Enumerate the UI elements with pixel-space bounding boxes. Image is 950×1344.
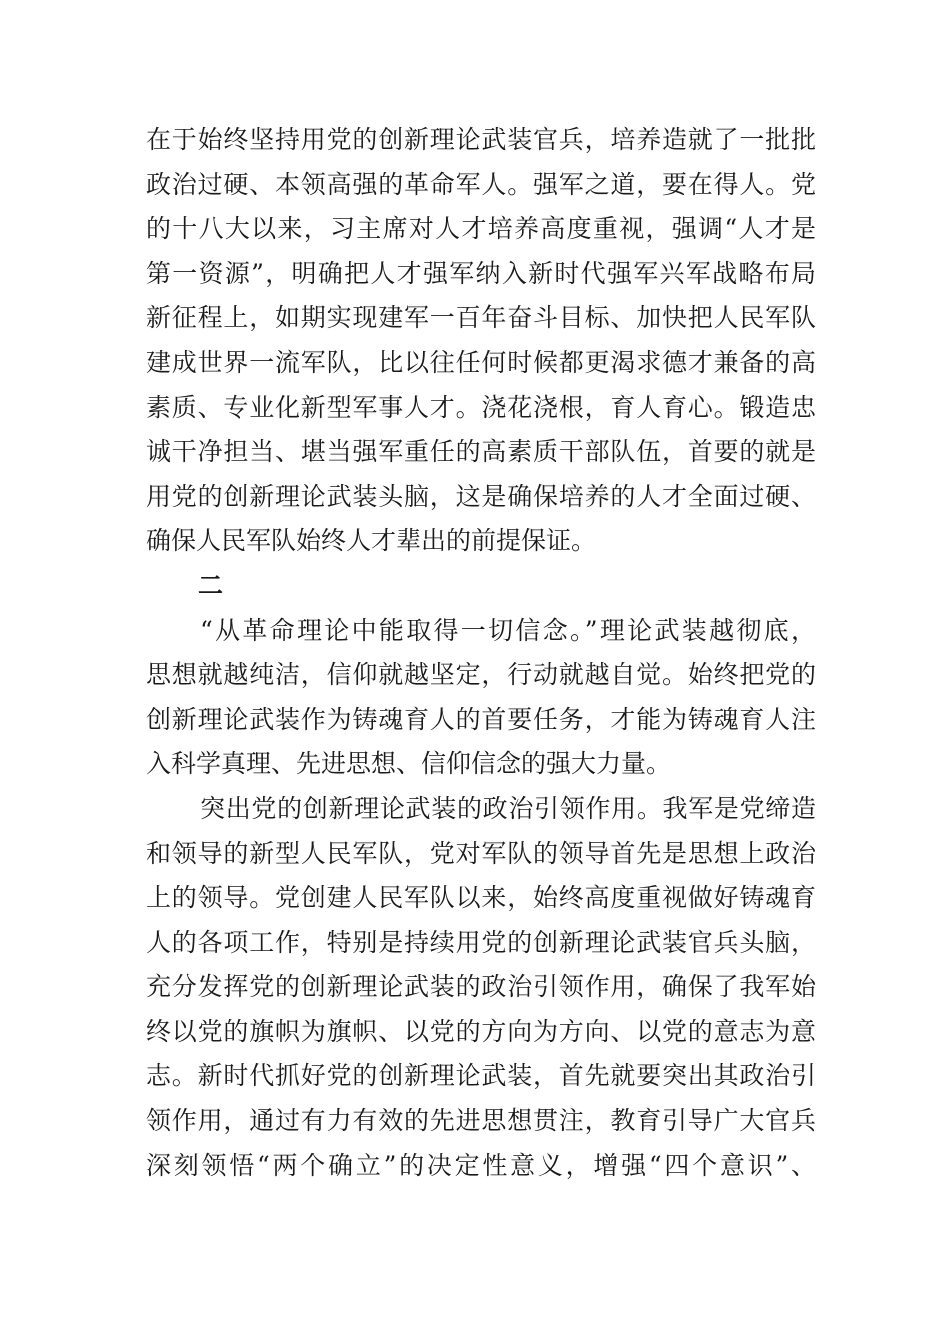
text-line: 在于始终坚持用党的创新理论武装官兵，培养造就了一批批 bbox=[146, 125, 816, 154]
text-line: 充分发挥党的创新理论武装的政治引领作用，确保了我军始 bbox=[146, 972, 816, 1002]
section-heading: 二 bbox=[198, 570, 224, 600]
text-line: 领作用，通过有力有效的先进思想贯注，教育引导广大官兵 bbox=[146, 1106, 816, 1136]
text-line: 深刻领悟“两个确立”的决定性意义，增强“四个意识”、 bbox=[146, 1150, 816, 1180]
text-line: 诚干净担当、堪当强军重任的高素质干部队伍，首要的就是 bbox=[146, 437, 816, 467]
text-line: 建成世界一流军队，比以往任何时候都更渴求德才兼备的高 bbox=[146, 347, 816, 377]
text-line: 人的各项工作，特别是持续用党的创新理论武装官兵头脑， bbox=[146, 927, 816, 957]
text-line: 素质、专业化新型军事人才。浇花浇根，育人育心。锻造忠 bbox=[146, 392, 816, 422]
text-line: 的十八大以来，习主席对人才培养高度重视，强调“人才是 bbox=[146, 214, 816, 244]
text-line: 志。新时代抓好党的创新理论武装，首先就要突出其政治引 bbox=[146, 1061, 816, 1091]
paragraph-1 bbox=[146, 118, 816, 564]
text-line: 创新理论武装作为铸魂育人的首要任务，才能为铸魂育人注 bbox=[146, 704, 816, 734]
text-line: 和领导的新型人民军队，党对军队的领导首先是思想上政治 bbox=[146, 838, 816, 868]
text-line: 第一资源”，明确把人才强军纳入新时代强军兴军战略布局 bbox=[146, 258, 816, 288]
text-line: 思想就越纯洁，信仰就越坚定，行动就越自觉。始终把党的 bbox=[146, 660, 816, 690]
text-line: 新征程上，如期实现建军一百年奋斗目标、加快把人民军队 bbox=[146, 303, 816, 333]
paragraph-3 bbox=[146, 787, 816, 1188]
text-line: 突出党的创新理论武装的政治引领作用。我军是党缔造 bbox=[200, 793, 816, 823]
text-line: 上的领导。党创建人民军队以来，始终高度重视做好铸魂育 bbox=[146, 883, 816, 913]
document-body bbox=[146, 118, 816, 1188]
text-line: 终以党的旗帜为旗帜、以党的方向为方向、以党的意志为意 bbox=[146, 1016, 816, 1046]
text-line: 用党的创新理论武装头脑，这是确保培养的人才全面过硬、 bbox=[146, 481, 816, 511]
text-line: 确保人民军队始终人才辈出的前提保证。 bbox=[146, 526, 597, 556]
text-line: “从革命理论中能取得一切信念。”理论武装越彻底， bbox=[200, 615, 816, 645]
text-line: 入科学真理、先进思想、信仰信念的强大力量。 bbox=[146, 749, 672, 779]
paragraph-2 bbox=[146, 609, 816, 787]
text-line: 政治过硬、本领高强的革命军人。强军之道，要在得人。党 bbox=[146, 169, 816, 199]
